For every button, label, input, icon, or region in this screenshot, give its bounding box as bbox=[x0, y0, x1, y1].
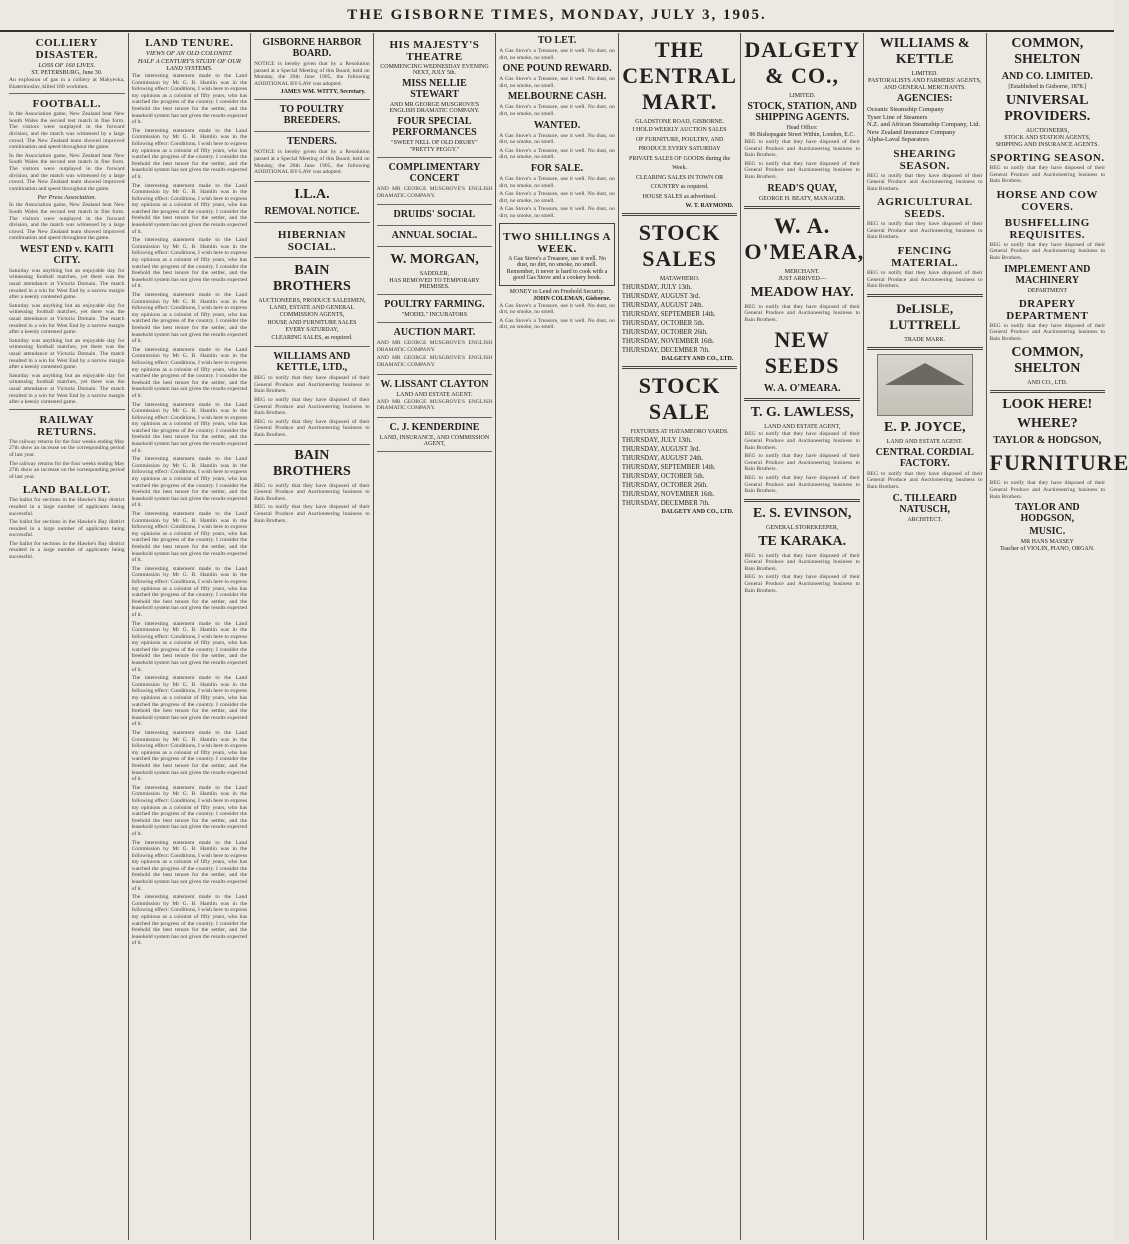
hibernian-heading: HIBERNIAN SOCIAL. bbox=[277, 228, 346, 253]
fencing-text: BEG to notify that they have disposed of their General Produce and Auctioneering business to Bain Brothers. bbox=[866, 270, 983, 290]
stock-date: THURSDAY, AUGUST 3rd. bbox=[621, 446, 701, 453]
dalgety-text-2: BEG to notify that they have disposed of their General Produce and Auctioneering business to Bain Brothers. bbox=[744, 160, 860, 180]
west-end-text: Saturday was anything but an enjoyable day for witnessing football matches, yet there was the usual attendance at Victoria Domain. The match resulted in a win for West End by a narrow margin after a keenly contested game. bbox=[9, 267, 125, 301]
sporting-text: BEG to notify that they have disposed of their General Produce and Auctioneering business to Bain Brothers. bbox=[989, 165, 1106, 185]
stock-date: THURSDAY, OCTOBER 26th. bbox=[621, 329, 708, 336]
morgan-heading: W. MORGAN, bbox=[390, 252, 479, 268]
colliery-text: An explosion of gas in a colliery at Makyevka, Ekaterinoslav, killed 160 workmen. bbox=[9, 77, 125, 90]
classified-text: A Gas Stove's a Treasure, use it well. No dust, no dirt, no smoke, no smell. bbox=[499, 175, 615, 189]
shearing-heading: SHEARING SEASON. bbox=[893, 147, 957, 172]
lawless-text-3: BEG to notify that they have disposed of their General Produce and Auctioneering business to Bain Brothers. bbox=[744, 474, 860, 495]
omeara-text: BEG to notify that they have disposed of their General Produce and Auctioneering business to Bain Brothers. bbox=[744, 303, 860, 323]
drapery-heading: DRAPERY DEPARTMENT bbox=[1006, 297, 1089, 322]
evinson-text-2: BEG to notify that they have disposed of their General Produce and Auctioneering business to Bain Brothers. bbox=[744, 574, 860, 594]
dalgety-heading: DALGETY & CO., bbox=[744, 37, 861, 88]
stock-date: THURSDAY, AUGUST 3rd. bbox=[621, 293, 701, 300]
masthead: THE GISBORNE TIMES, MONDAY, JULY 3, 1905. bbox=[0, 0, 1114, 32]
bushfelling-heading: BUSHFELLING REQUISITES. bbox=[1004, 216, 1090, 241]
kenderdine-sub: LAND, INSURANCE, AND COMMISSION AGENT, bbox=[379, 434, 490, 447]
divider bbox=[744, 398, 860, 401]
column-3 bbox=[251, 33, 374, 1240]
natusch-sub: ARCHITECT. bbox=[907, 516, 943, 523]
column-2 bbox=[129, 33, 252, 1240]
tenders-text: NOTICE is hereby given that by a Resolution passed at a Special Meeting of this Board, held on Monday, the 26th June 1905, the following ADDITIONAL BY-LAW was adopted. bbox=[254, 149, 370, 176]
land-tenure-sub1: VIEWS OF AN OLD COLONIST. bbox=[145, 50, 233, 57]
stock-date: THURSDAY, SEPTEMBER 14th. bbox=[621, 464, 716, 471]
luttrell: LUTTRELL bbox=[889, 316, 961, 332]
bushfelling-text: BEG to notify that they have disposed of their General Produce and Auctioneering business to Bain Brothers. bbox=[989, 241, 1106, 261]
merchant: MERCHANT. bbox=[784, 268, 820, 275]
divider bbox=[622, 366, 738, 369]
omeara-heading: W. A. O'MEARA, bbox=[744, 212, 865, 264]
dalgety-sub: LIMITED. bbox=[789, 93, 816, 99]
land-tenure-text-2: The interesting statement made to the Land Commission by Mr G. B. Hamlin was in the following effect: Conditions, I wish here to express my opinions as a colonist of fifty years, who has watched the progress of the country. I consider the freehold the best tenure for the settler, and the leasehold system has not given the results expected of it. bbox=[131, 127, 248, 180]
sweet-nell: "SWEET NELL OF OLD DRURY" bbox=[391, 140, 478, 146]
mart-line: OF FURNITURE, POULTRY, AND PRODUCE EVERY SATURDAY bbox=[635, 137, 724, 152]
stock-dates bbox=[622, 283, 738, 355]
classified-text: A Gas Stove's a Treasure, use it well. No dust, no dirt, no smoke, no smell. bbox=[499, 302, 615, 316]
bain-sub: AUCTIONEERS, PRODUCE SALESMEN, bbox=[258, 297, 366, 304]
common-shelton-heading: COMMON, SHELTON bbox=[1011, 36, 1084, 67]
theatre-ad bbox=[377, 33, 493, 158]
land-ballot-heading: LAND BALLOT. bbox=[22, 484, 111, 497]
drapery-text: BEG to notify that they have disposed of their General Produce and Auctioneering business to Bain Brothers. bbox=[989, 322, 1106, 342]
morgan-sub: SADDLER, bbox=[419, 271, 450, 278]
williams-kettle-heading: WILLIAMS & KETTLE bbox=[879, 36, 970, 67]
column-1 bbox=[6, 33, 129, 1240]
coleman-sign: JOHN COLEMAN, Gisborne. bbox=[533, 295, 611, 302]
bain-line: HOUSE AND FURNITURE SALES bbox=[267, 319, 357, 326]
land-tenure-text-11: The interesting statement made to the Land Commission by Mr G. B. Hamlin was in the following effect: Conditions, I wish here to express my opinions as a colonist of fifty years, who has watched the progress of the country. I consider the freehold the best tenure for the settler, and the leasehold system has not given the results expected of it. bbox=[131, 620, 248, 673]
central-mart-lines bbox=[622, 126, 738, 202]
land-tenure-sub2: HALF A CENTURY'S STUDY OF OUR LAND SYSTEMS. bbox=[137, 58, 241, 72]
gas-stove-ad bbox=[499, 223, 615, 286]
agricultural-heading: AGRICULTURAL SEEDS. bbox=[876, 196, 973, 221]
land-tenure-text-10: The interesting statement made to the Land Commission by Mr G. B. Hamlin was in the following effect: Conditions, I wish here to express my opinions as a colonist of fifty years, who has watched the progress of the country. I consider the freehold the best tenure for the settler, and the leasehold system has not given the results expected of it. bbox=[131, 565, 248, 618]
roof-shape bbox=[885, 363, 965, 385]
model-incubators: "MODEL" INCUBATORS bbox=[401, 312, 468, 319]
land-ballot-text-2: The ballot for sections in the Hawke's Bay district resulted in a large number of applicants being successful. bbox=[9, 519, 125, 539]
kenderdine-heading: C. J. KENDERDINE bbox=[389, 421, 480, 433]
bain-line: CLEARING SALES, as required. bbox=[271, 334, 353, 341]
just-arrived: JUST ARRIVED— bbox=[778, 275, 826, 282]
where: WHERE? bbox=[1016, 416, 1078, 432]
harbour-notice: NOTICE is hereby given that by a Resolution passed at a Special Meeting of this Board, held on Monday, the 26th June 1905, the following ADDITIONAL BY-LAW was adopted. bbox=[254, 61, 370, 87]
football-heading: FOOTBALL. bbox=[32, 98, 101, 111]
stock-date: THURSDAY, AUGUST 24th. bbox=[621, 455, 704, 462]
poultry-farming-ad bbox=[377, 295, 493, 323]
delisle: DeLISLE, bbox=[896, 300, 954, 316]
common-line: AUCTIONEERS, bbox=[1025, 128, 1069, 134]
implement-heading: IMPLEMENT AND MACHINERY bbox=[1004, 263, 1091, 286]
delisle-luttrell bbox=[867, 301, 983, 333]
melbourne-cash: MELBOURNE CASH. bbox=[507, 91, 607, 103]
stock-date: THURSDAY, NOVEMBER 16th. bbox=[621, 338, 715, 345]
auction-mart-ad bbox=[377, 323, 493, 374]
wanted-heading: WANTED. bbox=[533, 119, 581, 131]
stock-date: THURSDAY, OCTOBER 26th. bbox=[621, 482, 708, 489]
land-tenure-text-7: The interesting statement made to the Land Commission by Mr G. B. Hamlin was in the following effect: Conditions, I wish here to express my opinions as a colonist of fifty years, who has watched the progress of the country. I consider the freehold the best tenure for the settler, and the leasehold system has not given the results expected of it. bbox=[131, 401, 248, 454]
tenders-heading: TENDERS. bbox=[287, 136, 337, 148]
lissant-sub: LAND AND ESTATE AGENT. bbox=[396, 391, 473, 398]
classified-text: A Gas Stove's a Treasure, use it well. No dust, no dirt, no smoke, no smell. bbox=[499, 317, 615, 331]
evinson-text: BEG to notify that they have disposed of their General Produce and Auctioneering business to Bain Brothers. bbox=[744, 552, 860, 572]
stock-date: THURSDAY, JULY 13th. bbox=[621, 284, 692, 291]
land-ballot-text: The ballot for sections in the Hawke's Bay district resulted in a large number of applicants being successful. bbox=[9, 497, 125, 517]
harbour-heading: GISBORNE HARBOR BOARD. bbox=[262, 37, 362, 59]
money-to-lend: MONEY to Lend on Freehold Security. bbox=[509, 288, 605, 295]
established: [Established in Gisborne, 1878.] bbox=[1008, 84, 1087, 90]
common-shelton-heading-2: AND CO. LIMITED. bbox=[1001, 71, 1093, 82]
land-ballot-text-3: The ballot for sections in the Hawke's Bay district resulted in a large number of applicants being successful. bbox=[9, 540, 125, 561]
universal-providers: UNIVERSAL PROVIDERS. bbox=[1004, 93, 1091, 124]
building-illustration bbox=[877, 354, 973, 416]
column-6 bbox=[619, 33, 742, 1240]
mart-line: I HOLD WEEKLY AUCTION SALES bbox=[632, 127, 727, 133]
railway-text-2: The railway returns for the four weeks ending May 27th show an increase on the corresponding period of last year. bbox=[9, 460, 125, 480]
common-line: SHIPPING AND INSURANCE AGENTS. bbox=[995, 142, 1099, 148]
lissant-heading: W. LISSANT CLAYTON bbox=[380, 378, 489, 390]
stock-sales-heading: STOCK SALES bbox=[638, 220, 721, 271]
morgan-text: HAS REMOVED TO TEMPORARY PREMISES. bbox=[389, 278, 480, 291]
land-tenure-text: The interesting statement made to the Land Commission by Mr G. B. Hamlin was in the following effect: Conditions, I wish here to express my opinions as a colonist of fifty years, who has watched the progress of the country. I consider the freehold the best tenure for the settler, and the leasehold system has not given the results expected of it. bbox=[131, 73, 248, 126]
reads-quay-sub: GEORGE H. BEATY, MANAGER. bbox=[758, 195, 846, 202]
furniture-heading: FURNITURE bbox=[989, 450, 1129, 476]
divider bbox=[622, 213, 738, 216]
evinson-heading: E. S. EVINSON, bbox=[752, 505, 852, 521]
press-association: Per Press Association. bbox=[37, 194, 97, 202]
bain-heading-2: BAIN BROTHERS bbox=[273, 447, 351, 479]
williams-text-4: BEG to notify that they have disposed of their General Produce and Auctioneering business to Bain Brothers. bbox=[254, 482, 370, 502]
dramatic-company: AND MR GEORGE MUSGROVE'S ENGLISH DRAMATIC COMPANY. bbox=[389, 102, 480, 114]
stock-sales-place: MATAWHERO. bbox=[659, 276, 700, 282]
agencies-heading: AGENCIES: bbox=[896, 93, 953, 104]
column-8 bbox=[864, 33, 987, 1240]
shearing-text: BEG to notify that they have disposed of their General Produce and Auctioneering business to Bain Brothers. bbox=[866, 172, 983, 192]
bain-line: EVERY SATURDAY, bbox=[285, 327, 339, 334]
ila-heading: I.L.A. bbox=[294, 186, 330, 202]
druids-ad bbox=[377, 205, 493, 226]
two-shillings-heading: TWO SHILLINGS A WEEK. bbox=[503, 230, 611, 255]
auction-text: AND MR GEORGE MUSGROVE'S ENGLISH DRAMATIC COMPANY. bbox=[376, 340, 493, 353]
ila-ad bbox=[254, 182, 370, 223]
column-7 bbox=[741, 33, 864, 1240]
football-text-3: In the Association game, New Zealand beat New South Wales the second test match in fine form. The visitors were outplayed in the forward division, and the match was witnessed by a large crowd. The New Zealand team showed improved combination and speed throughout the game. bbox=[9, 202, 125, 242]
colliery-subheading: LOSS OF 160 LIVES. bbox=[38, 62, 96, 69]
four-performances: FOUR SPECIAL PERFORMANCES bbox=[392, 116, 477, 138]
tenders-ad bbox=[254, 132, 370, 181]
joyce-sub: LAND AND ESTATE AGENT. bbox=[886, 438, 963, 445]
stock-date: THURSDAY, DECEMBER 7th. bbox=[621, 500, 710, 507]
common-shelton-heading-3: COMMON, SHELTON bbox=[1011, 345, 1084, 377]
williams-kettle-sub: LIMITED. bbox=[911, 71, 938, 77]
stock-sale-sub: FIXTURES AT HATAMEORO YARDS. bbox=[630, 429, 729, 435]
dalgety-sign: DALGETY AND CO., LTD. bbox=[661, 356, 734, 362]
williams-kettle-notice bbox=[254, 347, 370, 444]
lawless-text-2: BEG to notify that they have disposed of their General Produce and Auctioneering business to Bain Brothers. bbox=[744, 453, 860, 473]
williams-line: AND GENERAL MERCHANTS. bbox=[883, 85, 966, 91]
lawless-text: BEG to notify that they have disposed of their General Produce and Auctioneering business to Bain Brothers. bbox=[744, 431, 860, 451]
massey: MR HANS MASSEY bbox=[1020, 539, 1074, 546]
stock-date: THURSDAY, OCTOBER 5th. bbox=[621, 320, 705, 327]
meadow-hay: MEADOW HAY. bbox=[750, 284, 854, 300]
dalgety-text: BEG to notify that they have disposed of their General Produce and Auctioneering business to Bain Brothers. bbox=[744, 139, 860, 159]
commencing: COMMENCING WEDNESDAY EVENING NEXT, JULY 5th. bbox=[380, 64, 489, 76]
agency-item: Oceanic Steamship Company bbox=[866, 106, 944, 113]
column-4 bbox=[374, 33, 497, 1240]
natusch-heading: C. TILLEARD NATUSCH, bbox=[892, 492, 957, 515]
stock-date: THURSDAY, NOVEMBER 16th. bbox=[621, 491, 715, 498]
williams-text-3: BEG to notify that they have disposed of their General Produce and Auctioneering business to Bain Brothers. bbox=[254, 418, 370, 438]
classified-text: A Gas Stove's a Treasure, use it well. No dust, no dirt, no smoke, no smell. bbox=[499, 147, 615, 161]
reward-heading: ONE POUND REWARD. bbox=[502, 63, 612, 75]
cordial-factory: CENTRAL CORDIAL FACTORY. bbox=[875, 446, 974, 469]
land-tenure-text-4: The interesting statement made to the Land Commission by Mr G. B. Hamlin was in the following effect: Conditions, I wish here to express my opinions as a colonist of fifty years, who has watched the progress of the country. I consider the freehold the best tenure for the settler, and the leasehold system has not given the results expected of it. bbox=[131, 237, 248, 290]
land-tenure-text-14: The interesting statement made to the Land Commission by Mr G. B. Hamlin was in the following effect: Conditions, I wish here to express my opinions as a colonist of fifty years, who has watched the progress of the country. I consider the freehold the best tenure for the settler, and the leasehold system has not given the results expected of it. bbox=[131, 784, 248, 837]
stock-date: THURSDAY, JULY 13th. bbox=[621, 437, 692, 444]
divider bbox=[744, 206, 860, 209]
stock-date: THURSDAY, SEPTEMBER 14th. bbox=[621, 311, 716, 318]
horse-covers-heading: HORSE AND COW COVERS. bbox=[996, 188, 1098, 213]
poultry-heading: TO POULTRY BREEDERS. bbox=[279, 104, 345, 127]
stock-dates-2 bbox=[622, 436, 738, 508]
for-sale-heading: FOR SALE. bbox=[530, 162, 584, 174]
agricultural-text: BEG to notify that they have disposed of their General Produce and Auctioneering business to Bain Brothers. bbox=[866, 221, 983, 241]
mart-line: PRIVATE SALES OF GOODS during the Week. bbox=[629, 156, 731, 171]
land-tenure-text-3: The interesting statement made to the Land Commission by Mr G. B. Hamlin was in the following effect: Conditions, I wish here to express my opinions as a colonist of fifty years, who has watched the progress of the country. I consider the freehold the best tenure for the settler, and the leasehold system has not given the results expected of it. bbox=[131, 182, 248, 235]
classified-text: A Gas Stove's a Treasure, use it well. No dust, no dirt, no smoke, no smell. bbox=[499, 48, 615, 61]
divider bbox=[990, 390, 1106, 393]
harbour-signature: JAMES WM. WITTY, Secretary. bbox=[280, 89, 366, 96]
morgan-ad bbox=[377, 247, 493, 295]
removal-heading: REMOVAL NOTICE. bbox=[264, 205, 360, 217]
railway-text: The railway returns for the four weeks ending May 27th show an increase on the corresponding period of last year. bbox=[9, 438, 125, 458]
music-heading: MUSIC. bbox=[1029, 526, 1066, 538]
classified-text: A Gas Stove's a Treasure, use it well. No dust, no dirt, no smoke, no smell. bbox=[499, 206, 615, 219]
west-end-text-4: Saturday was anything but an enjoyable day for witnessing football matches, yet there was the usual attendance at Victoria Domain. The match resulted in a win for West End by a narrow margin after a keenly contested game. bbox=[9, 372, 125, 406]
taylor-heading: TAYLOR & HODGSON, bbox=[993, 435, 1102, 447]
lawless-heading: T. G. LAWLESS, bbox=[750, 405, 854, 421]
west-end-text-2: Saturday was anything but an enjoyable day for witnessing football matches, yet there was the usual attendance at Victoria Domain. The match resulted in a win for West End by a narrow margin after a keenly contested game. bbox=[9, 302, 125, 336]
land-tenure-text-12: The interesting statement made to the Land Commission by Mr G. B. Hamlin was in the following effect: Conditions, I wish here to express my opinions as a colonist of fifty years, who has watched the progress of the country. I consider the freehold the best tenure for the settler, and the leasehold system has not given the results expected of it. bbox=[131, 675, 248, 728]
agency-item: N.Z. and African Steamship Company, Ltd. bbox=[866, 121, 981, 128]
concert-heading: COMPLIMENTARY CONCERT bbox=[388, 162, 481, 184]
divider bbox=[867, 294, 983, 297]
land-tenure-text-6: The interesting statement made to the Land Commission by Mr G. B. Hamlin was in the following effect: Conditions, I wish here to express my opinions as a colonist of fifty years, who has watched the progress of the country. I consider the freehold the best tenure for the settler, and the leasehold system has not given the results expected of it. bbox=[131, 346, 248, 399]
bain-heading: BAIN BROTHERS bbox=[273, 262, 351, 294]
williams-line: PASTORALISTS AND FARMERS' AGENTS, bbox=[868, 78, 982, 84]
west-end-text-3: Saturday was anything but an enjoyable day for witnessing football matches, yet there was the usual attendance at Victoria Domain. The match resulted in a win for West End by a narrow margin after a keenly contested game. bbox=[9, 337, 125, 371]
land-tenure-text-8: The interesting statement made to the Land Commission by Mr G. B. Hamlin was in the following effect: Conditions, I wish here to express my opinions as a colonist of fifty years, who has watched the progress of the country. I consider the freehold the best tenure for the settler, and the leasehold system has not given the results expected of it. bbox=[131, 456, 248, 509]
gas-remember: Remember, it never is hard to cook with a good Gas Stove and a cookery book. bbox=[506, 268, 608, 281]
poultry-breeders-ad bbox=[254, 100, 370, 132]
land-tenure-heading: LAND TENURE. bbox=[145, 37, 234, 49]
agency-list bbox=[867, 106, 983, 144]
pretty-peggy: "PRETTY PEGGY." bbox=[409, 147, 460, 153]
lawless-sub: LAND AND ESTATE AGENT, bbox=[764, 424, 841, 431]
reads-quay: READ'S QUAY, bbox=[767, 182, 837, 194]
hibernian-ad bbox=[254, 223, 370, 258]
classified-text: A Gas Stove's a Treasure, use it well. No dust, no dirt, no smoke, no smell. bbox=[499, 191, 615, 204]
football-text-2: In the Association game, New Zealand beat New South Wales the second test match in fine form. The visitors were outplayed in the forward division, and the match was witnessed by a large crowd. The New Zealand team showed improved combination and speed throughout the game. bbox=[9, 152, 125, 192]
divider bbox=[867, 347, 983, 350]
column-5 bbox=[496, 33, 619, 1240]
trade-mark: TRADE MARK. bbox=[904, 336, 946, 343]
concert-text: AND MR GEORGE MUSGROVE'S ENGLISH DRAMATIC COMPANY. bbox=[376, 186, 493, 199]
joyce-heading: E. P. JOYCE, bbox=[883, 419, 966, 435]
mart-line: CLEARING SALES IN TOWN OR COUNTRY as required. bbox=[636, 175, 724, 190]
raymond-sign: W. T. RAYMOND. bbox=[685, 203, 734, 209]
agency-item: Tyser Line of Steamers bbox=[866, 113, 928, 121]
classified-text: A Gas Stove's a Treasure, use it well. No dust, no dirt, no smoke, no smell. bbox=[499, 76, 615, 89]
bain-brothers-ad bbox=[254, 258, 370, 348]
druids-heading: DRUIDS' SOCIAL bbox=[393, 209, 476, 221]
implement-sub: DEPARTMENT bbox=[1027, 287, 1067, 294]
central-mart-address: GLADSTONE ROAD, GISBORNE. bbox=[635, 119, 725, 125]
te-karaka: TE KARAKA. bbox=[758, 533, 847, 549]
stock-date: THURSDAY, AUGUST 24th. bbox=[621, 302, 704, 309]
auction-text-2: AND MR GEORGE MUSGROVE'S ENGLISH DRAMATIC COMPANY. bbox=[376, 355, 493, 368]
land-tenure-text-16: The interesting statement made to the Land Commission by Mr G. B. Hamlin was in the following effect: Conditions, I wish here to express my opinions as a colonist of fifty years, who has watched the progress of the country. I consider the freehold the best tenure for the settler, and the leasehold system has not given the results expected of it. bbox=[131, 894, 248, 947]
divider bbox=[744, 499, 860, 502]
divider bbox=[9, 93, 125, 94]
classified-text: A Gas Stove's a Treasure, use it well. No dust, no dirt, no smoke, no smell. bbox=[499, 104, 615, 117]
bain-line: LAND, ESTATE AND GENERAL COMMISSION AGENTS, bbox=[269, 304, 355, 319]
furniture-text: BEG to notify that they have disposed of their General Produce and Auctioneering business to Bain Brothers. bbox=[989, 480, 1106, 500]
railway-heading: RAILWAY RETURNS. bbox=[37, 413, 97, 438]
to-let-heading: TO LET. bbox=[537, 35, 577, 46]
stock-sale-heading: STOCK SALE bbox=[638, 373, 721, 424]
stock-date: THURSDAY, DECEMBER 7th. bbox=[621, 347, 710, 354]
massey-sub: Teacher of VIOLIN, PIANO, ORGAN. bbox=[999, 546, 1095, 553]
auction-heading: AUCTION MART. bbox=[393, 327, 476, 339]
concert-ad bbox=[377, 158, 493, 205]
omeara-sign: W. A. O'MEARA. bbox=[763, 383, 841, 395]
poultry-farming-heading: POULTRY FARMING. bbox=[384, 299, 485, 311]
dalgety-line: STOCK, STATION, AND SHIPPING AGENTS. bbox=[747, 101, 857, 123]
fencing-heading: FENCING MATERIAL. bbox=[891, 245, 959, 270]
harbour-board-ad bbox=[254, 33, 370, 100]
kenderdine-ad bbox=[377, 418, 493, 452]
colliery-heading: COLLIERY DISASTER. bbox=[35, 37, 98, 61]
mart-line: HOUSE SALES as advertised. bbox=[642, 194, 717, 200]
football-text: In the Association game, New Zealand beat New South Wales the second test match in fine form. The visitors were outplayed in the forward division, and the match was witnessed by a large crowd. The New Zealand team showed improved combination and speed throughout the game. bbox=[9, 111, 125, 151]
divider bbox=[9, 409, 125, 410]
hibernian-annual-ad bbox=[377, 226, 493, 247]
taylor-heading-2: TAYLOR AND HODGSON, bbox=[1014, 502, 1080, 525]
common-shelton-sub: AND CO., LTD. bbox=[1027, 380, 1068, 387]
land-tenure-text-9: The interesting statement made to the Land Commission by Mr G. B. Hamlin was in the following effect: Conditions, I wish here to express my opinions as a colonist of fifty years, who has watched the progress of the country. I consider the freehold the best tenure for the settler, and the leasehold system has not given the results expected of it. bbox=[131, 511, 248, 564]
look-here: LOOK HERE! bbox=[1002, 397, 1093, 413]
cordial-text: BEG to notify that they have disposed of their General Produce and Auctioneering business to Bain Brothers. bbox=[866, 470, 983, 491]
land-tenure-text-5: The interesting statement made to the Land Commission by Mr G. B. Hamlin was in the following effect: Conditions, I wish here to express my opinions as a colonist of fifty years, who has watched the progress of the country. I consider the freehold the best tenure for the settler, and the leasehold system has not given the results expected of it. bbox=[131, 292, 248, 345]
two-shillings-text: A Gas Stove's a Treasure, use it well. No dust, no dirt, no smoke, no smell. bbox=[508, 255, 606, 268]
classified-text: A Gas Stove's a Treasure, use it well. No dust, no dirt, no smoke, no smell. bbox=[499, 132, 615, 146]
head-office-address: 96 Bishopsgate Street Within, London, E.C. bbox=[749, 132, 855, 138]
common-line: STOCK AND STATION AGENTS, bbox=[1004, 135, 1091, 141]
lissant-ad bbox=[377, 375, 493, 418]
land-tenure-text-15: The interesting statement made to the Land Commission by Mr G. B. Hamlin was in the following effect: Conditions, I wish here to express my opinions as a colonist of fifty years, who has watched the progress of the country. I consider the freehold the best tenure for the settler, and the leasehold system has not given the results expected of it. bbox=[131, 839, 248, 892]
head-office: Head Office: bbox=[786, 125, 818, 131]
land-tenure-text-13: The interesting statement made to the Land Commission by Mr G. B. Hamlin was in the following effect: Conditions, I wish here to express my opinions as a colonist of fifty years, who has watched the progress of the country. I consider the freehold the best tenure for the settler, and the leasehold system has not given the results expected of it. bbox=[131, 730, 248, 783]
williams-text-2: BEG to notify that they have disposed of their General Produce and Auctioneering business to Bain Brothers. bbox=[254, 397, 370, 417]
columns bbox=[6, 33, 1129, 1240]
stock-date: THURSDAY, OCTOBER 5th. bbox=[621, 473, 705, 480]
evinson-sub: GENERAL STOREKEEPER, bbox=[765, 524, 839, 531]
nellie-stewart: MISS NELLIE STEWART bbox=[402, 78, 467, 100]
williams-text-5: BEG to notify that they have disposed of their General Produce and Auctioneering business to Bain Brothers. bbox=[254, 504, 370, 524]
bain-lines bbox=[254, 305, 370, 343]
williams-text: BEG to notify that they have disposed of their General Produce and Auctioneering business to Bain Brothers. bbox=[254, 375, 370, 395]
west-end-heading: WEST END v. KAITI CITY. bbox=[19, 243, 114, 266]
lissant-text: AND MR GEORGE MUSGROVE'S ENGLISH DRAMATIC COMPANY. bbox=[376, 398, 493, 412]
annual-social-heading: ANNUAL SOCIAL. bbox=[391, 230, 478, 242]
agency-item: Alpha-Laval Separators bbox=[866, 136, 929, 143]
colliery-place: ST. PETERSBURG, June 30. bbox=[31, 70, 103, 76]
sporting-heading: SPORTING SEASON. bbox=[989, 152, 1105, 164]
central-mart-heading: THE CENTRAL MART. bbox=[622, 37, 737, 114]
dalgety-sign-2: DALGETY AND CO., LTD. bbox=[661, 509, 734, 515]
new-seeds: NEW SEEDS bbox=[764, 327, 840, 379]
column-9 bbox=[987, 33, 1129, 1240]
williams-heading: WILLIAMS AND KETTLE, LTD., bbox=[273, 351, 351, 374]
theatre-heading: HIS MAJESTY'S THEATRE bbox=[389, 39, 480, 63]
agency-item: New Zealand Insurance Company bbox=[866, 128, 956, 136]
